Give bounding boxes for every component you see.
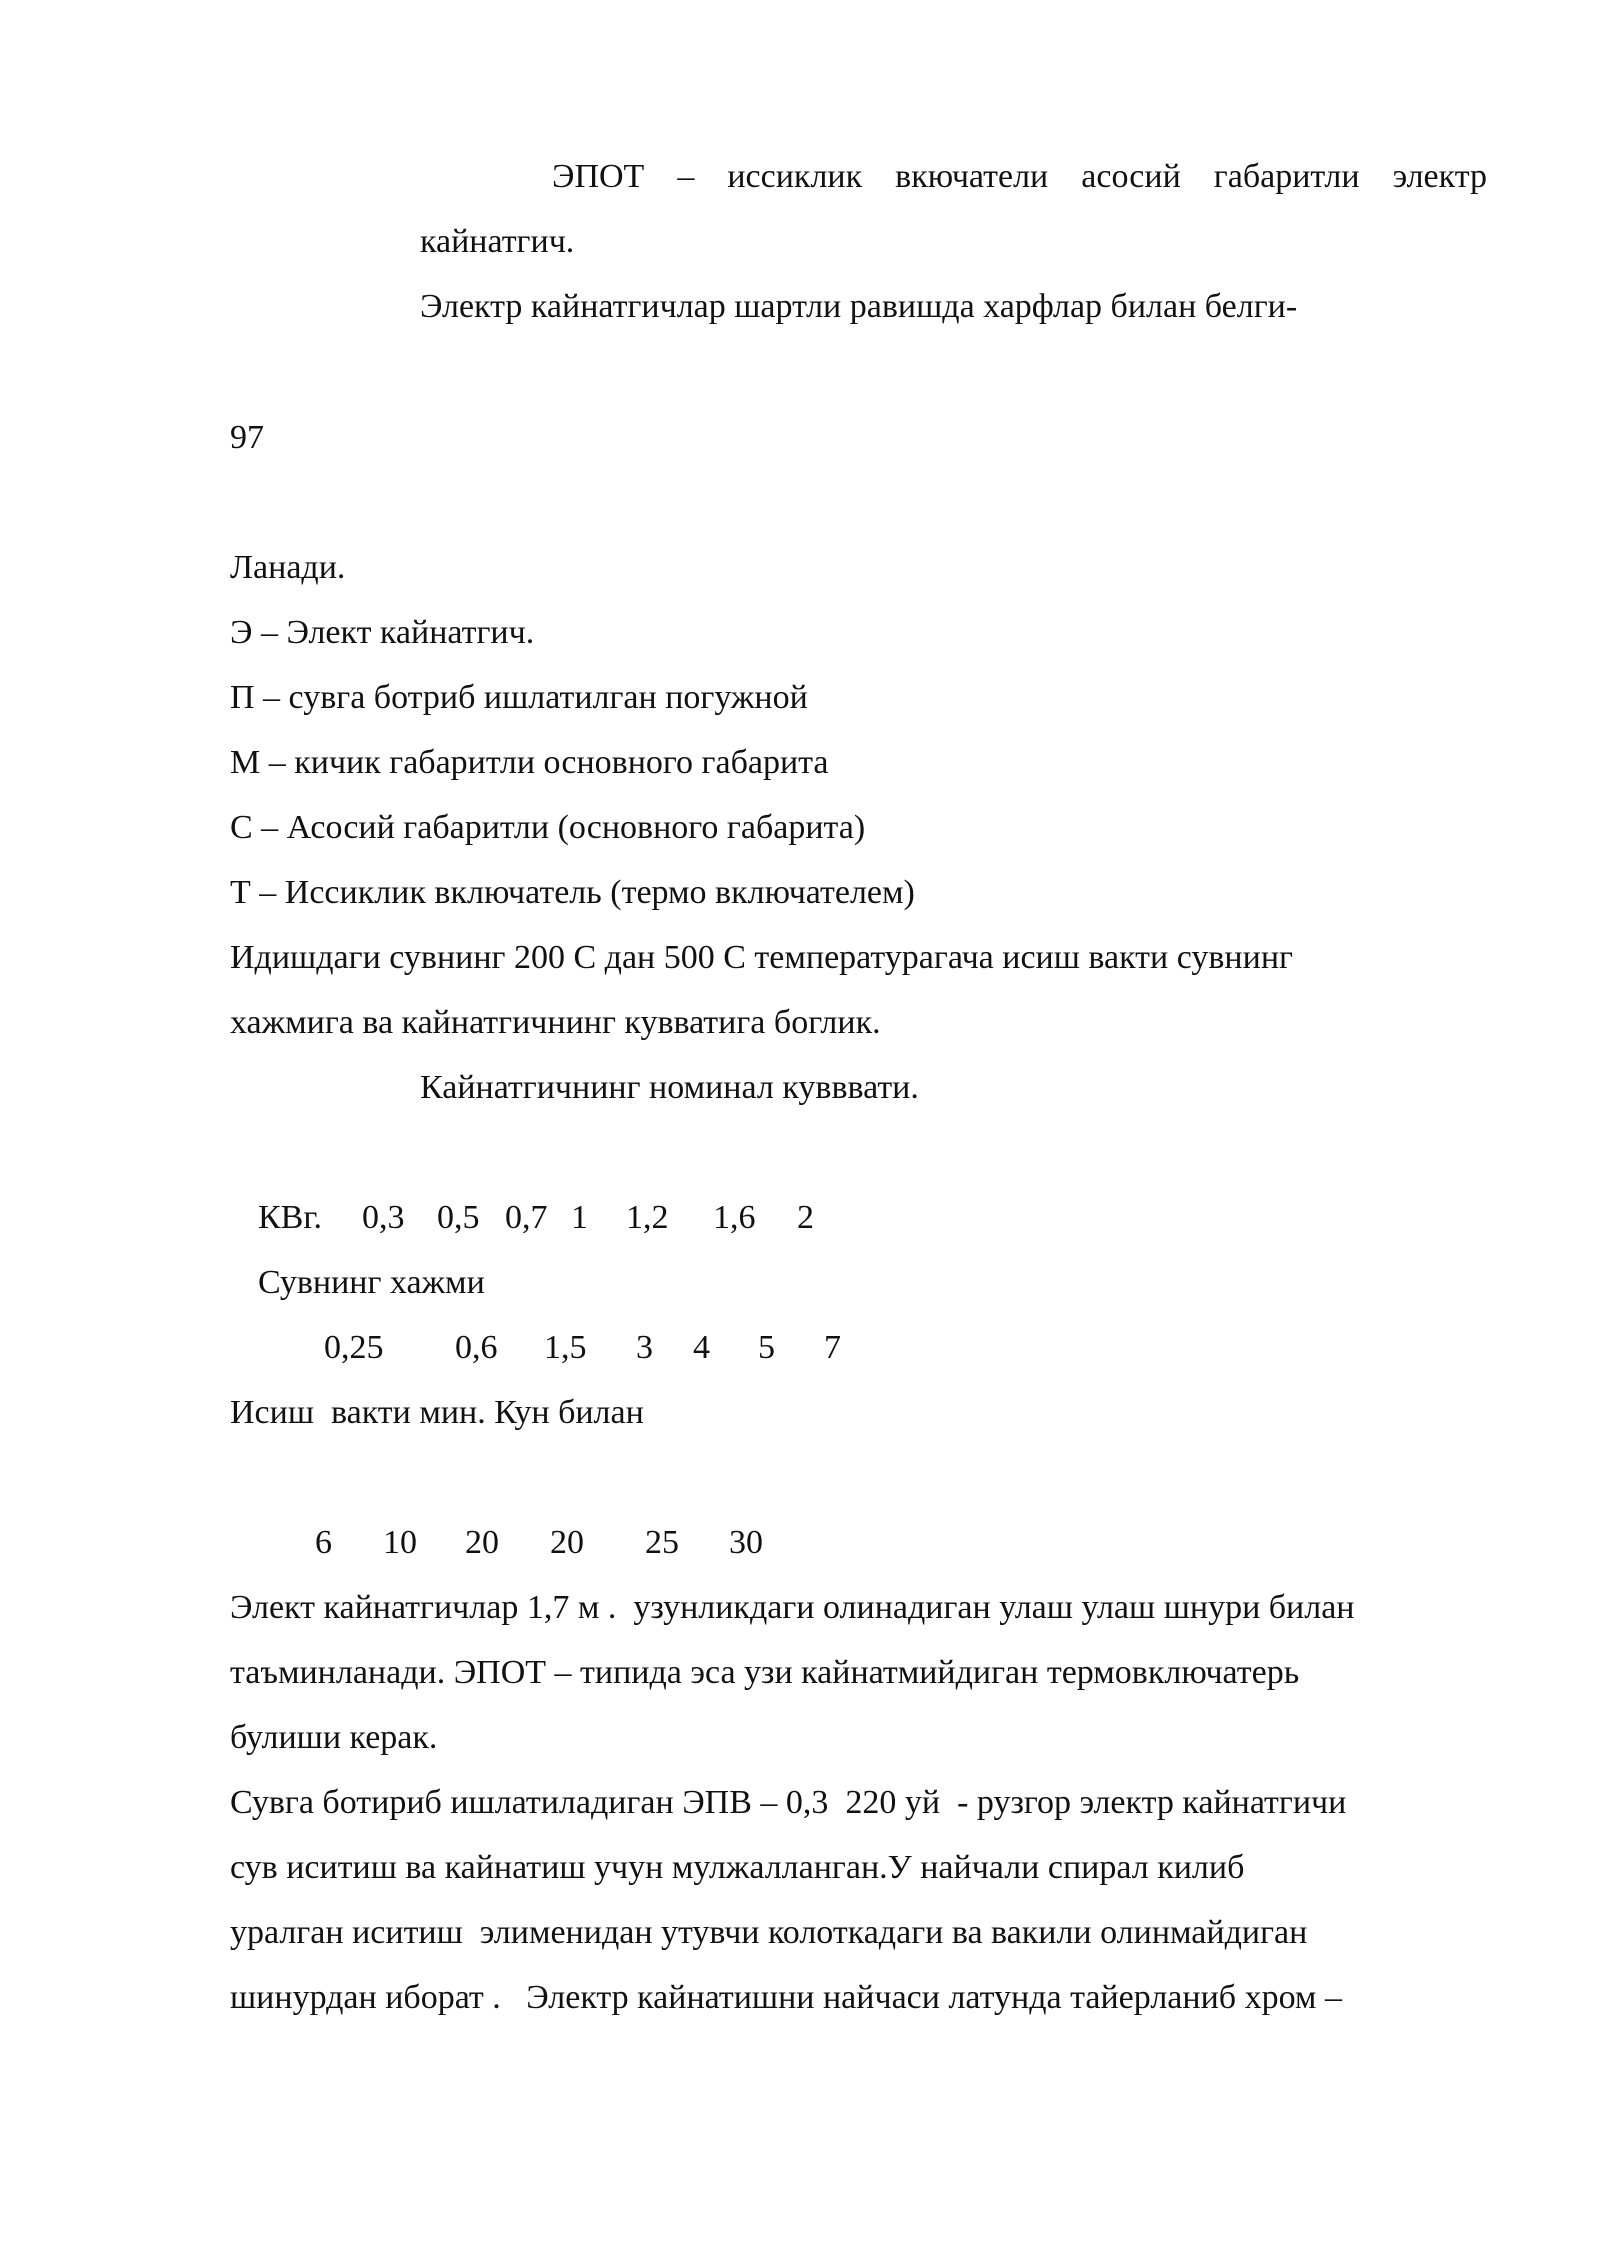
power-value: 1,6 <box>713 1199 756 1236</box>
power-value: 0,5 <box>437 1199 480 1236</box>
time-value: 10 <box>383 1524 417 1561</box>
body-line: шинурдан иборат . Электр кайнатишни найчаси латунда тайерланиб хром – <box>230 1979 1342 2016</box>
legend-item: М – кичик габаритли основного габарита <box>230 744 829 781</box>
body-line: таъминланади. ЭПОТ – типида эса узи кайнатмийдиган термовключатерь <box>230 1654 1300 1691</box>
volume-value: 4 <box>693 1329 710 1366</box>
time-value: 20 <box>465 1524 499 1561</box>
volume-value: 7 <box>824 1329 841 1366</box>
legend-item: П – сувга ботриб ишлатилган погужной <box>230 679 808 716</box>
power-value: 1,2 <box>626 1199 669 1236</box>
volume-row <box>0 1328 1600 1368</box>
power-value: 2 <box>797 1199 814 1236</box>
page-number: 97 <box>230 419 264 456</box>
volume-value: 0,25 <box>324 1329 384 1366</box>
power-row <box>0 1198 1600 1238</box>
time-value: 6 <box>315 1524 332 1561</box>
heating-line-1: Идишдаги сувнинг 200 С дан 500 С температурагача исиш вакти сувнинг <box>230 939 1293 976</box>
power-value: 1 <box>571 1199 588 1236</box>
legend-item: Т – Иссиклик включатель (термо включателем) <box>230 874 915 911</box>
heating-line-2: хажмига ва кайнатгичнинг кувватига боглик. <box>230 1004 881 1041</box>
body-line: сув иситиш ва кайнатиш учун мулжалланган.У найчали спирал килиб <box>230 1849 1245 1886</box>
power-value: 0,3 <box>362 1199 405 1236</box>
volume-label: Сувнинг хажми <box>258 1264 485 1301</box>
time-label: Исиш вакти мин. Кун билан <box>230 1394 644 1431</box>
volume-value: 1,5 <box>544 1329 587 1366</box>
time-row <box>0 1523 1600 1563</box>
power-label: КВг. <box>258 1199 322 1236</box>
body-line: булиши керак. <box>230 1719 438 1756</box>
volume-value: 3 <box>636 1329 653 1366</box>
power-value: 0,7 <box>505 1199 548 1236</box>
intro-line-3: Электр кайнатгичлар шартли равишда харфлар билан белги- <box>420 288 1298 325</box>
list-heading: Ланади. <box>230 549 346 586</box>
body-line: уралган иситиш элименидан утувчи колоткадаги ва вакили олинмайдиган <box>230 1914 1308 1951</box>
time-value: 20 <box>550 1524 584 1561</box>
time-value: 25 <box>645 1524 679 1561</box>
time-value: 30 <box>729 1524 763 1561</box>
volume-value: 5 <box>758 1329 775 1366</box>
legend-item: Э – Элект кайнатгич. <box>230 614 535 651</box>
body-line: Сувга ботириб ишлатиладиган ЭПВ – 0,3 220 уй - рузгор электр кайнатгичи <box>230 1784 1347 1821</box>
power-title: Кайнатгичнинг номинал кувввати. <box>420 1069 919 1106</box>
body-line: Элект кайнатгичлар 1,7 м . узунликдаги олинадиган улаш улаш шнури билан <box>230 1589 1355 1626</box>
intro-line-2: кайнатгич. <box>420 223 575 260</box>
intro-line-1: ЭПОТ – иссиклик вкючатели асосий габаритли электр <box>552 158 1487 195</box>
volume-value: 0,6 <box>455 1329 498 1366</box>
legend-item: С – Асосий габаритли (основного габарита) <box>230 809 866 846</box>
